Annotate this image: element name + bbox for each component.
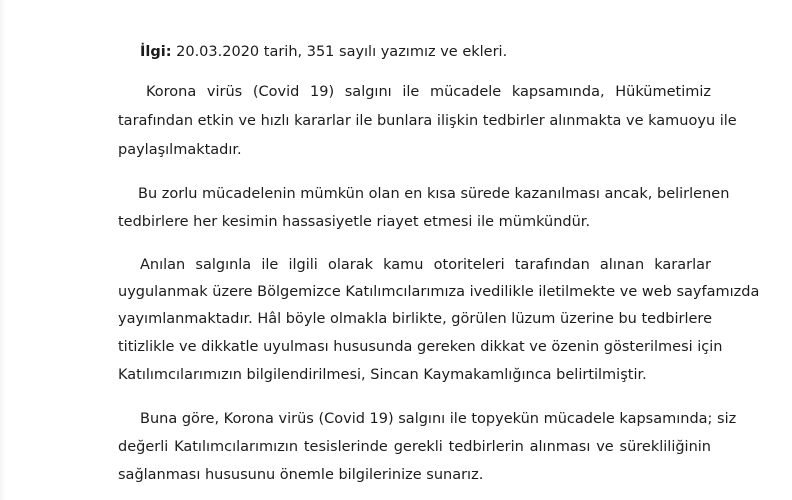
paragraph-3-line-2: uygulanmak üzere Bölgemizce Katılımcılarımıza ivedilikle iletilmekte ve web sayfamızda xyxy=(118,284,760,300)
paragraph-1-line-1: Korona virüs (Covid 19) salgını ile mücadele kapsamında, Hükümetimiz xyxy=(146,84,711,100)
paragraph-4-line-3: sağlanması hususunu önemle bilgilerinize sunarız. xyxy=(118,467,484,483)
paragraph-2-line-1: Bu zorlu mücadelenin mümkün olan en kısa sürede kazanılması ancak, belirlenen xyxy=(138,186,730,202)
paragraph-3-line-1: Anılan salgınla ile ilgili olarak kamu otoriteleri tarafından alınan kararlar xyxy=(140,257,711,273)
paragraph-2-line-2: tedbirlere her kesimin hassasiyetle riayet etmesi ile mümkündür. xyxy=(118,214,591,230)
paragraph-3-line-3: yayımlanmaktadır. Hâl böyle olmakla birlikte, görülen lüzum üzerine bu tedbirlere xyxy=(118,311,712,327)
reference-text: 20.03.2020 tarih, 351 sayılı yazımız ve ekleri. xyxy=(176,44,508,60)
reference-label: İlgi: xyxy=(140,44,172,60)
paragraph-1-line-3: paylaşılmaktadır. xyxy=(118,142,242,158)
paragraph-4-line-2: değerli Katılımcılarımızın tesislerinde gerekli tedbirlerin alınması ve sürekliliğinin xyxy=(118,439,711,455)
reference-line xyxy=(140,42,700,62)
paragraph-3-line-4: titizlikle ve dikkatle uyulması hususunda gereken dikkat ve özenin gösterilmesi için xyxy=(118,339,723,355)
paragraph-4-line-1: Buna göre, Korona virüs (Covid 19) salgını ile topyekün mücadele kapsamında; siz xyxy=(140,411,737,427)
paragraph-3-line-5: Katılımcılarımızın bilgilendirilmesi, Sincan Kaymakamlığınca belirtilmiştir. xyxy=(118,367,647,383)
scan-edge xyxy=(0,0,6,500)
paragraph-1-line-2: tarafından etkin ve hızlı kararlar ile bunlara ilişkin tedbirler alınmakta ve kamuoyu ile xyxy=(118,113,737,129)
